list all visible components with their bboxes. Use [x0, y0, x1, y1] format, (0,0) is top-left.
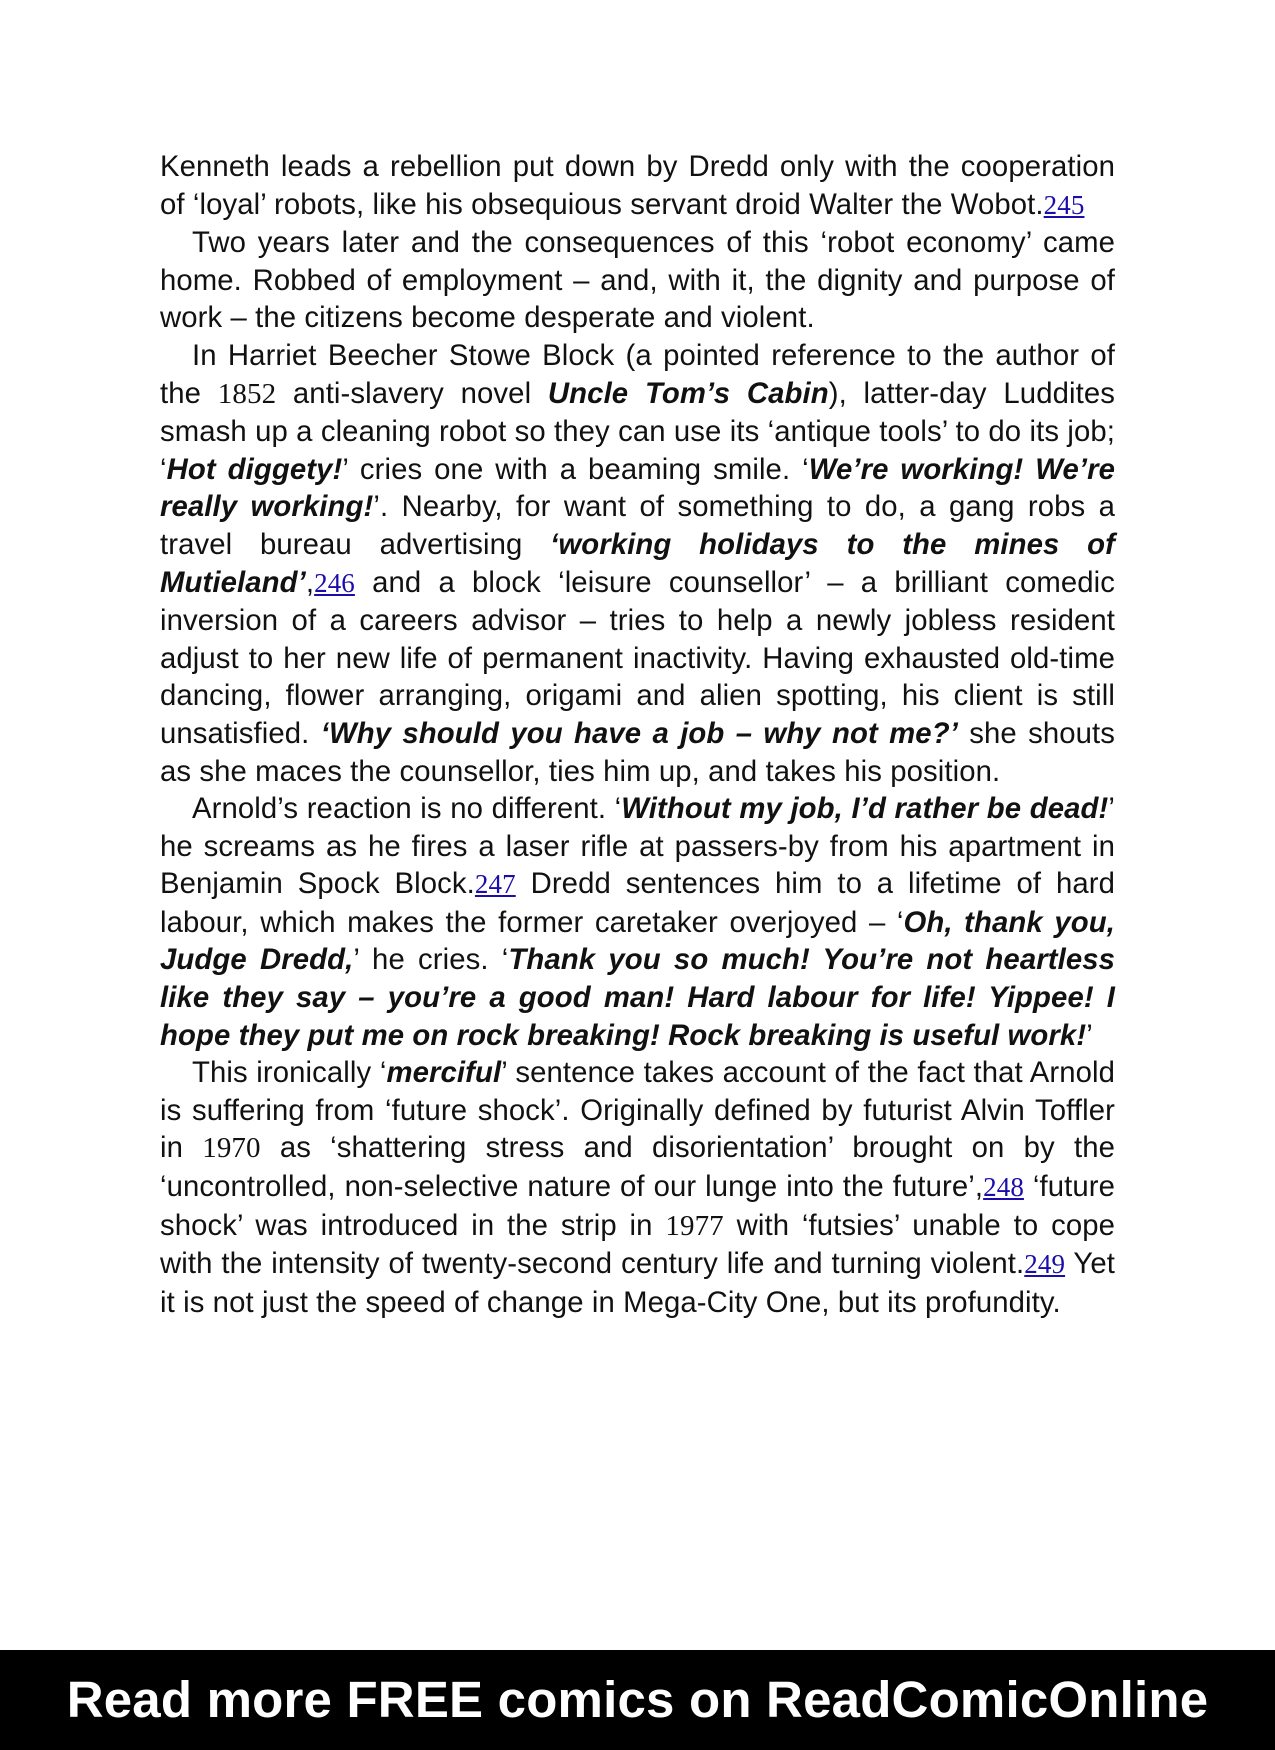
body-text: ’ he cries. ‘ [353, 943, 509, 977]
body-text: Kenneth leads a rebellion put down by Dredd only with the cooperation of ‘loyal’ robots, like his obsequious servant droid Walter the Wobot. [160, 150, 1115, 221]
emphasized-quote: Oh, thank you, Judge Dredd, [160, 905, 1115, 977]
body-text: she shouts as she maces the counsellor, ties him up, and takes his position. [160, 716, 1116, 788]
body-text: Arnold’s reaction is no different. ‘ [192, 792, 622, 826]
body-text: with ‘futsies’ unable to cope with the intensity of twenty-second century life and turning violent. [160, 1208, 1116, 1281]
body-text: Two years later and the consequences of this ‘robot economy’ came home. Robbed of employment – and, with it, the dignity and purpose of work – the citizens become desperate and violent. [160, 226, 1115, 335]
footnote-link[interactable]: 246 [314, 567, 355, 598]
footnote-link[interactable]: 248 [983, 1172, 1024, 1203]
body-text: ’. Nearby, for want of something to do, a gang robs a travel bureau advertising [160, 490, 1115, 561]
body-text: Yet it is not just the speed of change in Mega-City One, but its profundity. [160, 1247, 1116, 1319]
footnote-link[interactable]: 245 [1043, 189, 1085, 220]
emphasized-quote: We’re working! We’re really working! [160, 452, 1115, 524]
body-text: ’ he screams as he fires a laser rifle at passers-by from his apartment in Benjamin Spock Block. [160, 792, 1116, 901]
year-number: 1970 [202, 1132, 261, 1165]
emphasized-quote: Hot diggety! [166, 452, 343, 486]
paragraph [160, 224, 1115, 337]
body-text: This ironically ‘ [192, 1056, 387, 1090]
body-text: anti-slavery novel [276, 376, 548, 410]
body-text: In Harriet Beecher Stowe Block (a pointed reference to the author of the [160, 338, 1115, 410]
paragraph [160, 148, 1115, 224]
emphasized-quote: ‘Why should you have a job – why not me?’ [320, 716, 958, 750]
promo-banner[interactable]: Read more FREE comics on ReadComicOnline [0, 1650, 1275, 1750]
emphasized-quote: Uncle Tom’s Cabin [547, 376, 829, 410]
body-text: and a block ‘leisure counsellor’ – a brilliant comedic inversion of a careers advisor – tries to help a newly jobless resident adjust to her new life of permanent inactivity. Having exhausted old-time dancing, flower arranging, origami and alien spotting, his client is still unsatisfied. [160, 565, 1115, 750]
paragraph [160, 1054, 1115, 1321]
emphasized-quote: Without my job, I’d rather be dead! [621, 792, 1109, 826]
footnote-link[interactable]: 247 [474, 869, 516, 900]
year-number: 1977 [665, 1209, 724, 1242]
emphasized-quote: Thank you so much! You’re not heartless like they say – you’re a good man! Hard labour for life! Yippee! I hope they put me on rock breaking! Rock breaking is useful work! [160, 943, 1115, 1052]
page-body [160, 148, 1115, 1321]
body-text: ’ [1086, 1018, 1093, 1052]
body-text: ‘future shock’ was introduced in the strip in [160, 1170, 1115, 1242]
emphasized-quote: merciful [386, 1056, 502, 1090]
body-text: ’ cries one with a beaming smile. ‘ [342, 452, 809, 486]
body-text: ), latter-day Luddites smash up a cleaning robot so they can use its ‘antique tools’ to do its job; ‘ [160, 376, 1115, 486]
paragraph [160, 790, 1115, 1054]
emphasized-quote: ‘working holidays to the mines of Mutieland’ [160, 527, 1116, 599]
body-text: ’ sentence takes account of the fact that Arnold is suffering from ‘future shock’. Originally defined by futurist Alvin Toffler in [160, 1056, 1115, 1165]
body-text: Dredd sentences him to a lifetime of hard labour, which makes the former caretaker overjoyed – ‘ [160, 867, 1115, 939]
body-text: , [305, 565, 315, 599]
body-text: as ‘shattering stress and disorientation’ brought on by the ‘uncontrolled, non-selective nature of our lunge into the future’, [160, 1131, 1115, 1204]
paragraph [160, 337, 1115, 790]
footnote-link[interactable]: 249 [1024, 1249, 1066, 1280]
year-number: 1852 [217, 377, 277, 410]
